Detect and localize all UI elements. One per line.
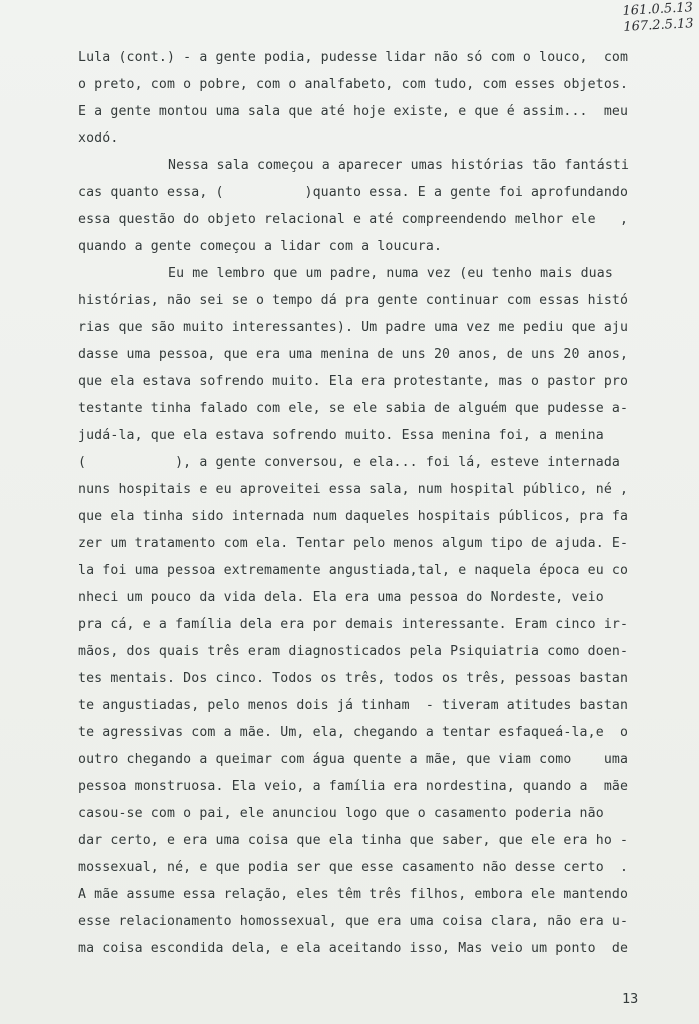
transcript-line: Nessa sala começou a aparecer umas histórias tão fantásti [168, 158, 630, 173]
transcript-body [78, 44, 638, 962]
transcript-line: essa questão do objeto relacional e até compreendendo melhor ele , [78, 212, 629, 227]
transcript-line: te agressivas com a mãe. Um, ela, chegando a tentar esfaqueá-la,e o [78, 725, 629, 740]
transcript-line: A mãe assume essa relação, eles têm três filhos, embora ele mantendo [78, 887, 629, 902]
transcript-line: esse relacionamento homossexual, que era uma coisa clara, não era u- [78, 914, 629, 929]
transcript-line: casou-se com o pai, ele anunciou logo que o casamento poderia não [78, 806, 604, 821]
transcript-line: ( ), a gente conversou, e ela... foi lá, esteve internada [78, 455, 620, 470]
page-number: 13 [622, 991, 639, 1007]
transcript-line: Eu me lembro que um padre, numa vez (eu tenho mais duas [168, 266, 613, 281]
transcript-line: que ela estava sofrendo muito. Ela era protestante, mas o pastor pro [78, 374, 629, 389]
transcript-line: pessoa monstruosa. Ela veio, a família era nordestina, quando a mãe [78, 779, 629, 794]
archive-code-annotation [622, 0, 694, 36]
transcript-line: zer um tratamento com ela. Tentar pelo menos algum tipo de ajuda. E- [78, 536, 629, 551]
transcript-line: ma coisa escondida dela, e ela aceitando isso, Mas veio um ponto de [78, 941, 629, 956]
transcript-line: nheci um pouco da vida dela. Ela era uma pessoa do Nordeste, veio [78, 590, 604, 605]
archive-code-line-2: 167.2.5.13 [622, 16, 694, 35]
transcript-line: quando a gente começou a lidar com a loucura. [78, 239, 443, 254]
transcript-line: xodó. [78, 131, 119, 146]
transcript-line: dasse uma pessoa, que era uma menina de uns 20 anos, de uns 20 anos, [78, 347, 629, 362]
transcript-line: rias que são muito interessantes). Um padre uma vez me pediu que aju [78, 320, 629, 335]
transcript-line: la foi uma pessoa extremamente angustiada,tal, e naquela época eu co [78, 563, 629, 578]
transcript-line: que ela tinha sido internada num daqueles hospitais públicos, pra fa [78, 509, 629, 524]
transcript-line: Lula (cont.) - a gente podia, pudesse lidar não só com o louco, com [78, 50, 629, 65]
transcript-line: te angustiadas, pelo menos dois já tinham - tiveram atitudes bastan [78, 698, 629, 713]
transcript-line: o preto, com o pobre, com o analfabeto, com tudo, com esses objetos. [78, 77, 629, 92]
transcript-line: dar certo, e era uma coisa que ela tinha que saber, que ele era ho - [78, 833, 629, 848]
transcript-line: tes mentais. Dos cinco. Todos os três, todos os três, pessoas bastan [78, 671, 629, 686]
transcript-line: mossexual, né, e que podia ser que esse casamento não desse certo . [78, 860, 629, 875]
transcript-line: judá-la, que ela estava sofrendo muito. Essa menina foi, a menina [78, 428, 604, 443]
transcript-line: outro chegando a queimar com água quente a mãe, que viam como uma [78, 752, 629, 767]
transcript-line: testante tinha falado com ele, se ele sabia de alguém que pudesse a- [78, 401, 629, 416]
transcript-line: mãos, dos quais três eram diagnosticados pela Psiquiatria como doen- [78, 644, 629, 659]
transcript-line: cas quanto essa, ( )quanto essa. E a gente foi aprofundando [78, 185, 629, 200]
transcript-line: histórias, não sei se o tempo dá pra gente continuar com essas histó [78, 293, 629, 308]
transcript-line: nuns hospitais e eu aproveitei essa sala, num hospital público, né , [78, 482, 629, 497]
transcript-line: E a gente montou uma sala que até hoje existe, e que é assim... meu [78, 104, 629, 119]
transcript-line: pra cá, e a família dela era por demais interessante. Eram cinco ir- [78, 617, 629, 632]
archive-code-line-1: 161.0.5.13 [621, 0, 693, 19]
